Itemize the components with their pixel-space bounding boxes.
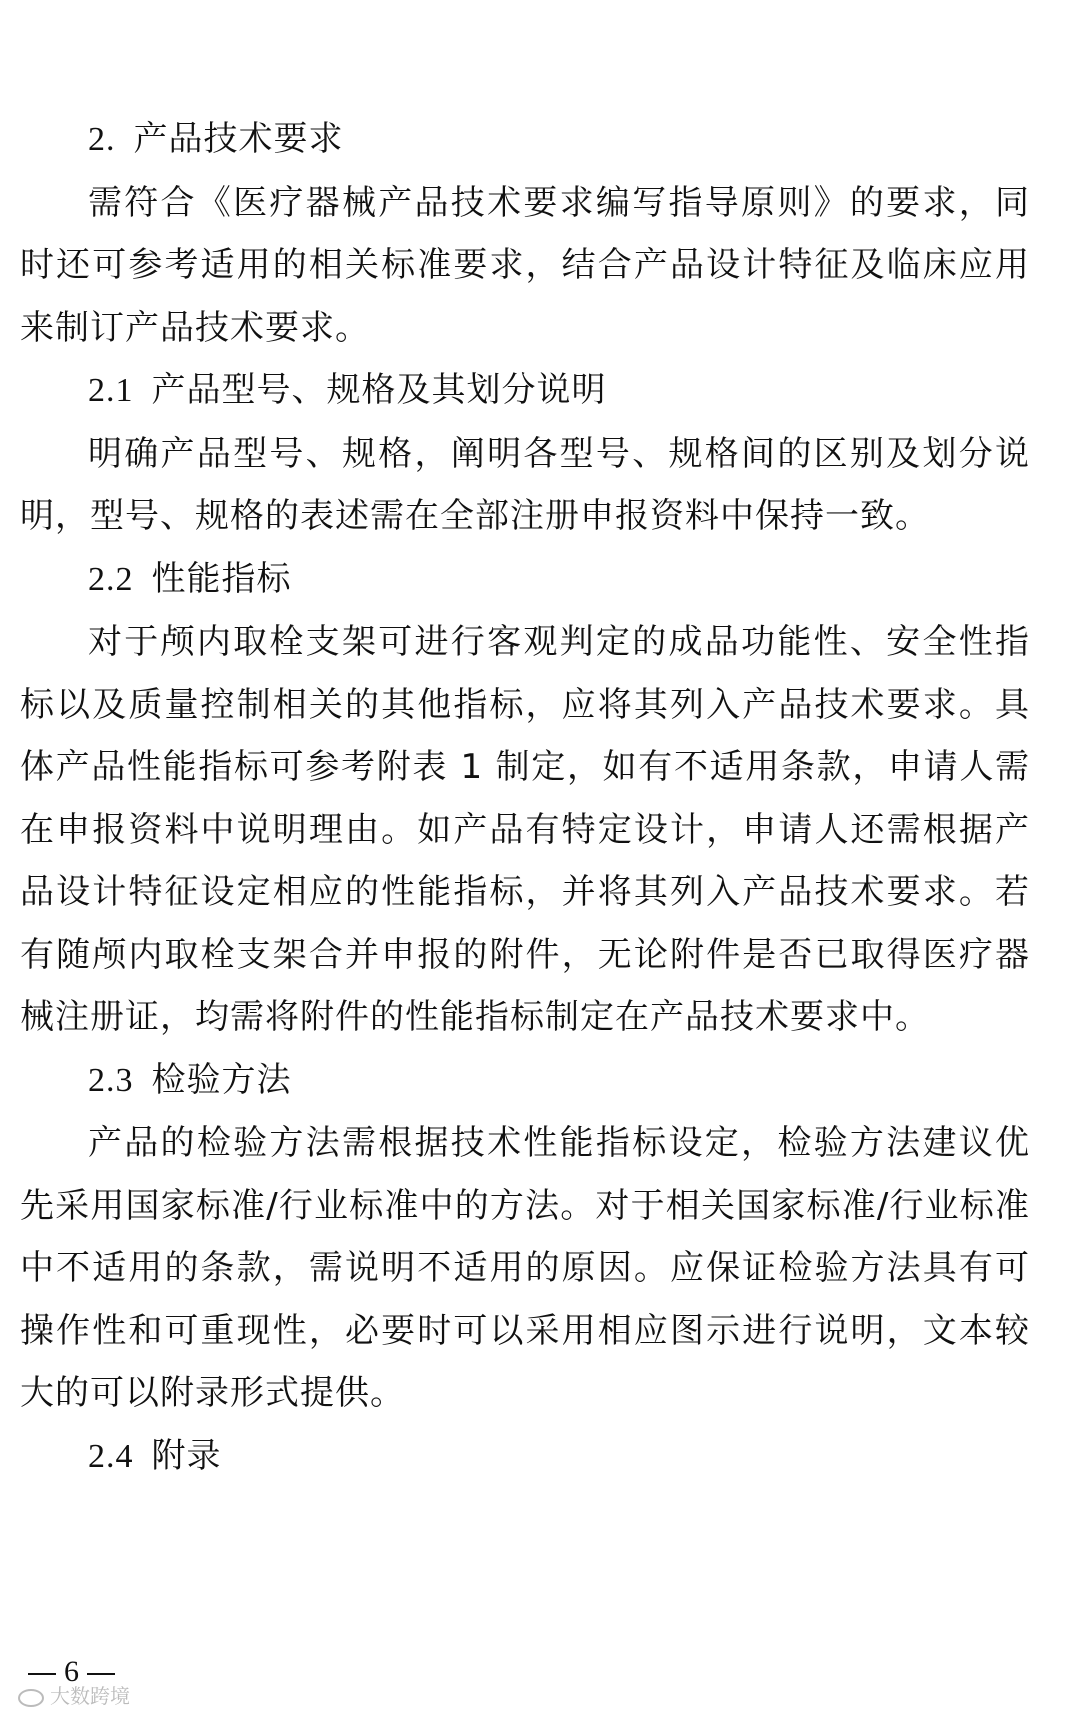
section-heading-2-4 <box>20 1425 1030 1489</box>
page-number: 6 <box>64 1655 79 1688</box>
section-heading-2 <box>20 108 1030 172</box>
paragraph: 明确产品型号、规格，阐明各型号、规格间的区别及划分说明，型号、规格的表述需在全部注册申报资料中保持一致。 <box>20 433 1030 536</box>
paragraph: 对于颅内取栓支架可进行客观判定的成品功能性、安全性指标以及质量控制相关的其他指标，应将其列入产品技术要求。具体产品性能指标可参考附表 1 制定，如有不适用条款，申请人需在申报资料中说明理由。如产品有特定设计，申请人还需根据产品设计特征设定相应的性能指标，并将其列入产品技术要求。若有随颅内取栓支架合并申报的附件，无论附件是否已取得医疗器械注册证，均需将附件的性能指标制定在产品技术要求中。 <box>20 622 1030 1037</box>
section-heading-2-3 <box>20 1049 1030 1113</box>
section-number: 2.4 <box>88 1437 134 1475</box>
section-number: 2.2 <box>88 560 134 598</box>
section-title: 检验方法 <box>151 1059 292 1100</box>
section-title: 性能指标 <box>151 558 292 599</box>
section-number: 2. <box>88 121 116 158</box>
footer-dash-right <box>87 1673 115 1675</box>
footer-dash-left <box>28 1673 56 1675</box>
section-title: 附录 <box>151 1435 222 1476</box>
paragraph: 需符合《医疗器械产品技术要求编写指导原则》的要求，同时还可参考适用的相关标准要求，结合产品设计特征及临床应用来制订产品技术要求。 <box>20 182 1030 348</box>
section-heading-2-2 <box>20 548 1030 612</box>
section-heading-2-1 <box>20 359 1030 423</box>
document-body <box>20 108 1030 1488</box>
watermark <box>18 1680 130 1709</box>
section-title: 产品型号、规格及其划分说明 <box>151 370 607 410</box>
watermark-text: 大数跨境 <box>50 1684 130 1708</box>
section-number: 2.3 <box>88 1061 134 1099</box>
section-number: 2.1 <box>88 372 134 409</box>
section-title: 产品技术要求 <box>133 119 344 159</box>
watermark-logo-icon <box>18 1689 44 1707</box>
paragraph: 产品的检验方法需根据技术性能指标设定，检验方法建议优先采用国家标准/行业标准中的方法。对于相关国家标准/行业标准中不适用的条款，需说明不适用的原因。应保证检验方法具有可操作性和可重现性，必要时可以采用相应图示进行说明，文本较大的可以附录形式提供。 <box>20 1123 1030 1413</box>
